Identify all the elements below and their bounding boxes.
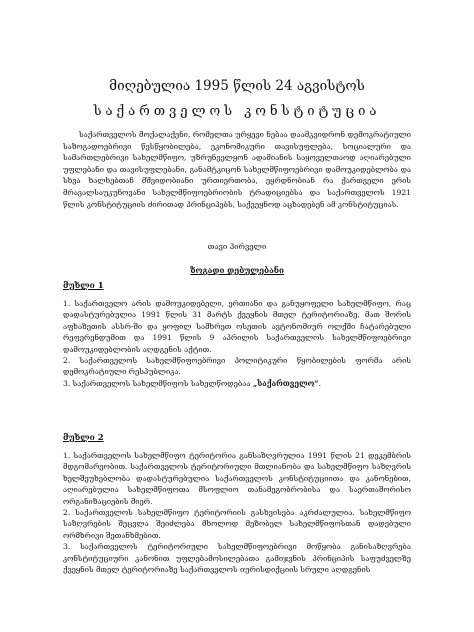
article-2-body (63, 450, 411, 575)
chapter-label: თავი პირველი (207, 242, 267, 251)
article-1-paragraph-3-text: 3. საქართველოს სახელმწიფოს სახელწოდებაა (63, 378, 253, 388)
article-1-paragraph-1: 1. საქართველო არის დამოუკიდებელი, ერთიანი და განუყოფელი სახელმწიფო, რაც დადასტურებულია 1991 წლის 31 მარტს ქვეყნის მთელ ტერიტორიაზე, მათ შორის აფხაზეთის ასსრ-ში და ყოფილ სამხრეთ ოსეთის ავტონომიურ ოლქში ჩატარებული რეფერენდუმით და 1991 წლის 9 აპრილის საქართველოს სახელმწიფოებრივი დამოუკიდებლობის აღდგენის აქტით. (63, 299, 411, 354)
article-1-heading: მუხლი 1 (63, 280, 104, 290)
article-1-paragraph-2: 2. საქართველოს სახელმწიფოებრივი პოლიტიკური წყობილების ფორმა არის დემოკრატიული რესპუბლიკა. (63, 356, 411, 377)
article-2-heading: მუხლი 2 (63, 432, 104, 442)
article-1-paragraph-3-end: . (318, 378, 322, 388)
adoption-date: მიღებულია 1995 წლის 24 აგვისტოს (109, 78, 365, 94)
article-2-paragraph-3: 3. საქართველოს ტერიტორიული სახელმწიფოებრივი მოწყობა განისაზღვრება კონსტიტუციური კანონით უფლებამოსილებათა გამიჯვნის პრინციპის საფუძველზე ქვეყნის მთელ ტერიტორიაზე საქართველოს იურისდიქციის სრული აღდგენის (63, 542, 411, 575)
preamble: საქართველოს მოქალაქენი, რომელთა ურყევი ნებაა დაამკვიდრონ დემოკრატიული საზოგადოებრივი წესწყობილება, ეკონომიკური თავისუფლება, სოციალური და სამართლებრივი სახელმწიფო, უზრუნველყონ ადამიანის საყოველთაოდ აღიარებული უფლებანი და თავისუფლებანი, განამტკიცონ სახელმწიფოებრივი დამოუკიდებლობა და სხვა ხალხებთან მშვიდობიანი ურთიერთობა, ეყრდნობიან რა ქართველი ერის მრავალსაუკუნოვანი სახელმწიფოებრიობის ტრადიციებსა და საქართველოს 1921 წლის კონსტიტუციის ძირითად პრინციპებს, საქვეყნოდ აცხადებენ ამ კონსტიტუციას. (63, 130, 411, 209)
article-2-paragraph-1: 1. საქართველოს სახელმწიფო ტერიტორია განსაზღვრულია 1991 წლის 21 დეკემბრის მდგომარეობით. საქართველოს ტერიტორიული მთლიანობა და სახელმწიფო საზღვრის ხელშეუხებლობა დადასტურებულია საქართველოს კონსტიტუციითა და კანონებით, აღიარებულია სახელმწიფოთა მსოფლიო თანამეგობრობისა და საერთაშორისო ორგანიზაციების მიერ. (63, 451, 411, 506)
article-1-body (63, 298, 411, 389)
document-title: საქართველოს კონსტიტუცია (93, 104, 381, 119)
article-2-paragraph-2: 2. საქართველოს სახელმწიფო ტერიტორიის გასხვისება აკრძალულია. სახელმწიფო საზღვრების შეცვლა შეიძლება მხოლოდ მეზობელ სახელმწიფოსთან დადებული ორმხრივი შეთანხმებით. (63, 508, 411, 540)
country-name: „საქართველო“ (252, 378, 319, 388)
chapter-title: ზოგადი დებულებანი (190, 265, 284, 275)
article-1-paragraph-3 (63, 378, 411, 389)
